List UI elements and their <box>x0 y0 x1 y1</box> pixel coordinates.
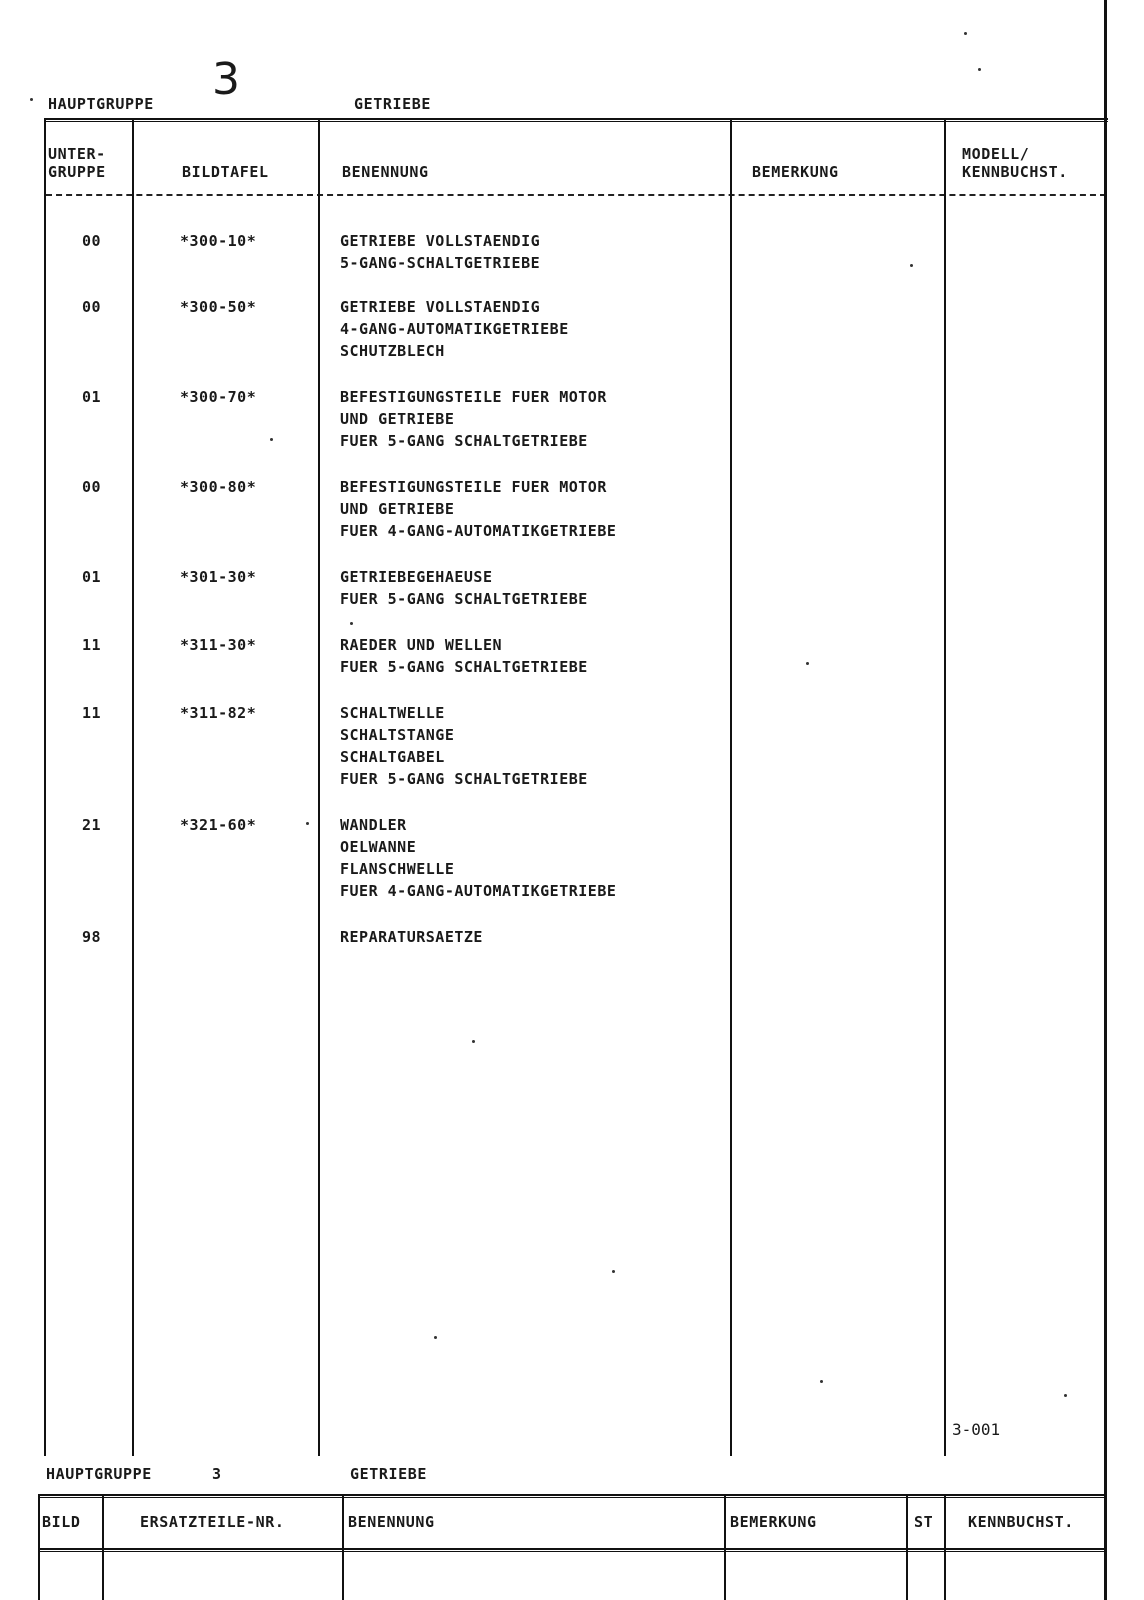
row-benennung-line: SCHUTZBLECH <box>340 342 445 360</box>
row-benennung-line: BEFESTIGUNGSTEILE FUER MOTOR <box>340 478 607 496</box>
col-header-bildtafel: BILDTAFEL <box>182 163 269 181</box>
row-bildtafel: *300-50* <box>180 298 257 316</box>
row-benennung-line: 4-GANG-AUTOMATIKGETRIEBE <box>340 320 569 338</box>
row-benennung-line: UND GETRIEBE <box>340 410 455 428</box>
row-untergruppe: 21 <box>82 816 102 834</box>
row-benennung-line: GETRIEBE VOLLSTAENDIG <box>340 298 541 316</box>
footer-col-divider-bild <box>102 1494 104 1600</box>
scan-speck <box>306 822 309 825</box>
col-header-bemerkung: BEMERKUNG <box>752 163 839 181</box>
col-header-modell-2: KENNBUCHST. <box>962 163 1068 181</box>
footer-col-divider-left <box>38 1494 40 1600</box>
col-divider-untergruppe <box>132 118 134 1456</box>
row-untergruppe: 11 <box>82 704 102 722</box>
row-benennung-line: FUER 5-GANG SCHALTGETRIEBE <box>340 432 588 450</box>
row-untergruppe: 11 <box>82 636 102 654</box>
row-bildtafel: *300-80* <box>180 478 257 496</box>
scan-speck <box>434 1336 437 1339</box>
table-top-border-inner <box>44 121 1108 122</box>
row-benennung-line: 5-GANG-SCHALTGETRIEBE <box>340 254 541 272</box>
col-divider-benennung <box>730 118 732 1456</box>
footer-col-divider-st <box>944 1494 946 1600</box>
footer-col-header-bild: BILD <box>42 1513 81 1531</box>
row-benennung-line: GETRIEBEGEHAEUSE <box>340 568 493 586</box>
row-untergruppe: 00 <box>82 232 102 250</box>
scan-speck <box>964 32 967 35</box>
footer-col-divider-ersatzteile <box>342 1494 344 1600</box>
row-bildtafel: *311-82* <box>180 704 257 722</box>
scan-speck <box>270 438 273 441</box>
row-benennung-line: OELWANNE <box>340 838 417 856</box>
row-benennung-line: SCHALTGABEL <box>340 748 445 766</box>
col-divider-bemerkung <box>944 118 946 1456</box>
scan-speck <box>910 264 913 267</box>
row-untergruppe: 01 <box>82 568 102 586</box>
row-benennung-line: FUER 5-GANG SCHALTGETRIEBE <box>340 770 588 788</box>
row-untergruppe: 00 <box>82 478 102 496</box>
row-benennung-line: RAEDER UND WELLEN <box>340 636 503 654</box>
footer-col-header-st: ST <box>914 1513 934 1531</box>
row-benennung-line: SCHALTWELLE <box>340 704 445 722</box>
col-header-benennung: BENENNUNG <box>342 163 429 181</box>
scan-speck <box>30 98 33 101</box>
footer-col-header-ersatzteile-nr: ERSATZTEILE-NR. <box>140 1513 285 1531</box>
row-bildtafel: *311-30* <box>180 636 257 654</box>
row-benennung-line: GETRIEBE VOLLSTAENDIG <box>340 232 541 250</box>
row-bildtafel: *321-60* <box>180 816 257 834</box>
scan-speck <box>820 1380 823 1383</box>
page-right-edge <box>1104 0 1107 1600</box>
row-benennung-line: REPARATURSAETZE <box>340 928 483 946</box>
footer-hauptgruppe-number: 3 <box>212 1465 222 1483</box>
row-benennung-line: BEFESTIGUNGSTEILE FUER MOTOR <box>340 388 607 406</box>
row-bildtafel: *301-30* <box>180 568 257 586</box>
col-header-untergruppe-2: GRUPPE <box>48 163 106 181</box>
row-bildtafel: *300-70* <box>180 388 257 406</box>
scan-speck <box>1064 1394 1067 1397</box>
scan-speck <box>350 622 353 625</box>
row-untergruppe: 01 <box>82 388 102 406</box>
col-divider-left <box>44 118 46 1456</box>
footer-hauptgruppe-label: HAUPTGRUPPE <box>46 1465 152 1483</box>
scan-speck <box>612 1270 615 1273</box>
page-number: 3-001 <box>952 1420 1001 1439</box>
scan-speck <box>806 662 809 665</box>
scan-speck <box>978 68 981 71</box>
footer-col-header-kennbuchst: KENNBUCHST. <box>968 1513 1074 1531</box>
row-benennung-line: FUER 5-GANG SCHALTGETRIEBE <box>340 590 588 608</box>
hauptgruppe-number: 3 <box>212 54 240 105</box>
col-header-untergruppe-1: UNTER- <box>48 145 106 163</box>
footer-col-divider-bemerkung <box>906 1494 908 1600</box>
group-title: GETRIEBE <box>354 95 432 113</box>
row-benennung-line: WANDLER <box>340 816 407 834</box>
row-benennung-line: SCHALTSTANGE <box>340 726 455 744</box>
row-untergruppe: 00 <box>82 298 102 316</box>
footer-col-header-benennung: BENENNUNG <box>348 1513 435 1531</box>
header-divider <box>46 194 1106 196</box>
row-benennung-line: FLANSCHWELLE <box>340 860 455 878</box>
row-benennung-line: FUER 4-GANG-AUTOMATIKGETRIEBE <box>340 522 617 540</box>
row-untergruppe: 98 <box>82 928 102 946</box>
col-divider-bildtafel <box>318 118 320 1456</box>
footer-col-header-bemerkung: BEMERKUNG <box>730 1513 817 1531</box>
col-header-modell-1: MODELL/ <box>962 145 1030 163</box>
row-bildtafel: *300-10* <box>180 232 257 250</box>
row-benennung-line: FUER 5-GANG SCHALTGETRIEBE <box>340 658 588 676</box>
footer-col-divider-benennung <box>724 1494 726 1600</box>
table-top-border <box>44 118 1108 120</box>
scan-speck <box>472 1040 475 1043</box>
footer-group-title: GETRIEBE <box>350 1465 428 1483</box>
row-benennung-line: FUER 4-GANG-AUTOMATIKGETRIEBE <box>340 882 617 900</box>
row-benennung-line: UND GETRIEBE <box>340 500 455 518</box>
hauptgruppe-label: HAUPTGRUPPE <box>48 95 154 113</box>
